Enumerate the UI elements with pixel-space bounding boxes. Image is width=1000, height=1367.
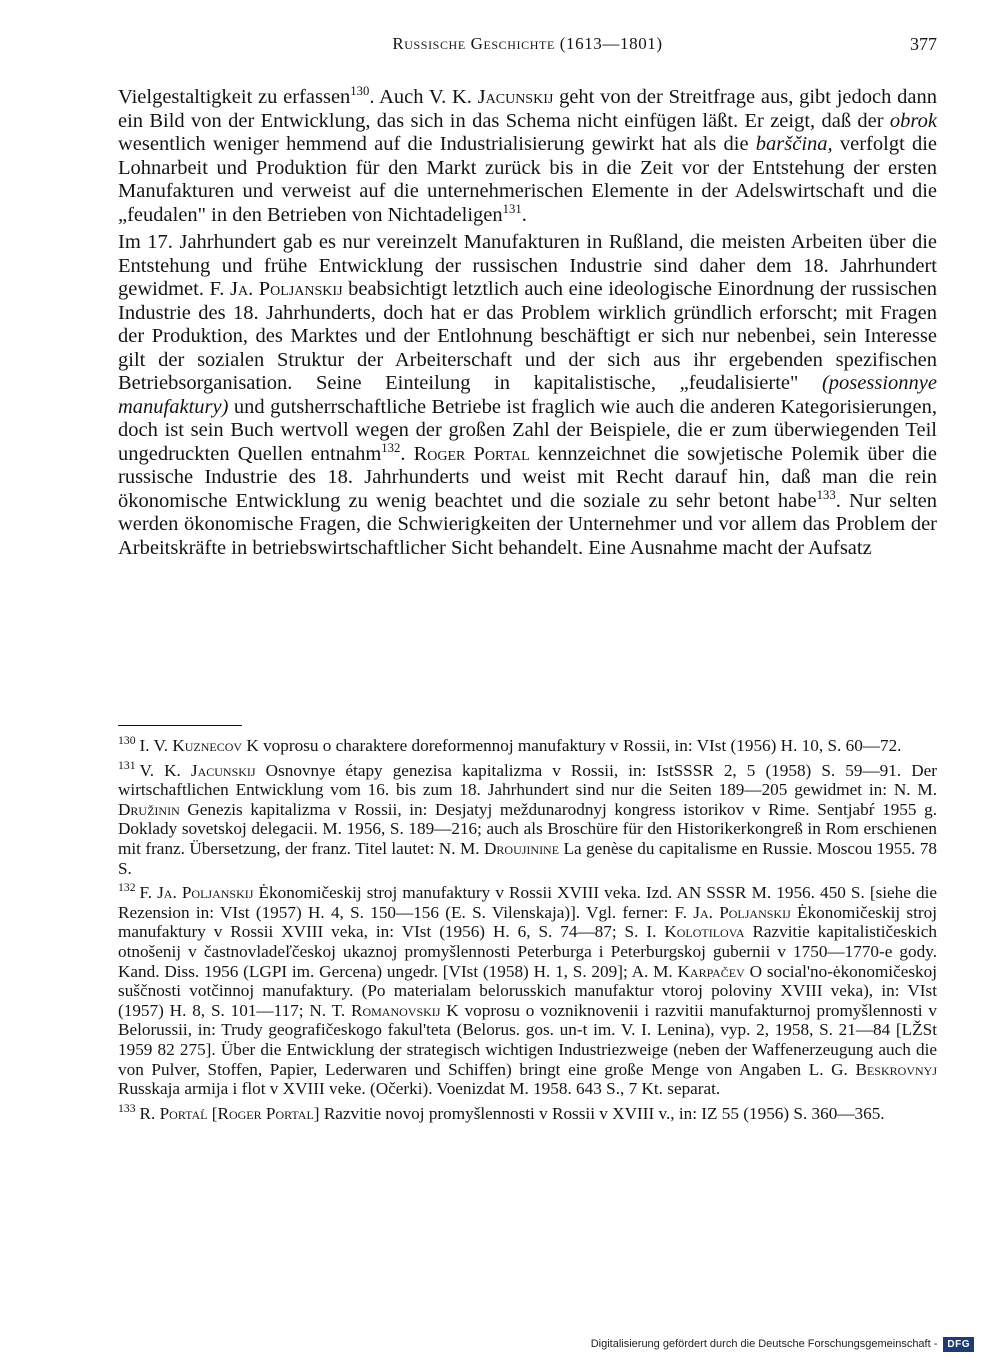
- footnote-number: 133: [118, 1101, 136, 1115]
- text-run: Russkaja armija i flot v XVIII veke. (Očerki). Voenizdat M. 1958. 643 S., 7 Kt. separat.: [118, 1079, 721, 1099]
- footnote-ref: 131: [502, 201, 522, 216]
- footnotes: [118, 736, 937, 1128]
- text-run: geht von der Streitfrage aus, gibt jedoch dann ein Bild von der Entwicklung, das sich in das Schema nicht einfügen läßt. Er zeigt, daß der: [118, 86, 937, 132]
- paragraph: [118, 86, 937, 227]
- footnote-130: [118, 736, 937, 756]
- text-run: Genezis kapitalizma v Rossii, in: Desjatyj meždunarodnyj kongress istorikov v Rime. Sentjabŕ 1955 g. Doklady sovetskoj delegacii. M. 1956, S. 189—216; auch als Broschüre für den Historikerkongreß in Rom erschienen mit franz. Übersetzung, der franz. Titel lautet: N. M.: [118, 799, 937, 858]
- italic-term: obrok: [889, 109, 937, 132]
- text-run: Ėkonomičeskij stroj manufaktury v Rossii XVIII veka. Izd. AN SSSR M. 1956. 450 S. [siehe die Rezension in: VIst (1957) H. 4, S. 150—156 (E. S. Vilenskaja)]. Vgl. ferner:: [118, 883, 938, 922]
- text-run: La genèse du capitalisme en Russie. Moscou 1955. 78 S.: [118, 838, 937, 878]
- author-name: F. Ja. Poljanskij: [139, 883, 254, 903]
- text-run: verfolgt die Lohnarbeit und Produktion für den Markt zurück bis in die Zeit vor der Entstehung der ersten Manufakturen und verweist auf die unternehmerischen Elemente in der Adelswirtschaft und die „feudalen" in den Betrieben von Nichtadeligen: [118, 133, 937, 226]
- italic-term: (posessionnye manufaktury): [118, 372, 937, 418]
- author-name: Droujinine: [483, 838, 560, 858]
- digitization-credit: [591, 1333, 974, 1355]
- text-run: K voprosu o charaktere doreformennoj manufaktury v Rossii, in: VIst (1956) H. 10, S. 60—72.: [242, 736, 902, 755]
- text-run: Razvitie novoj promyšlennosti v Rossii v XVIII v., in: IZ 55 (1956) S. 360—365.: [319, 1103, 885, 1123]
- author-name: V. K. Jacunskij: [139, 760, 256, 780]
- running-head-title: Russische Geschichte (1613—1801): [392, 34, 663, 53]
- footnote-131: [118, 758, 937, 879]
- main-text: [118, 86, 937, 560]
- author-name: Družinin: [118, 799, 180, 819]
- text-run: wesentlich weniger hemmend auf die Industrialisierung gewirkt hat als die: [118, 133, 756, 155]
- author-name: I. V. Kuznecov: [139, 736, 243, 755]
- author-name: F. Ja. Poljanskij: [674, 902, 791, 922]
- running-header: [118, 34, 937, 64]
- author-name: Beskrovnyj: [855, 1059, 937, 1079]
- italic-term: barščina,: [755, 133, 833, 155]
- footnote-number: 130: [118, 734, 136, 748]
- footnote-number: 131: [118, 758, 136, 772]
- text-run: beabsichtigt letztlich auch eine ideologische Einordnung der russischen Industrie des 18. Jahrhunderts, doch hat er das Problem wirklich gründlich erforscht; mit Fragen der Produktion, des Marktes und der Entlohnung beschäftigt er sich nur nebenbei, sein Interesse gilt der sozialen Struktur der Arbeiterschaft und der sich aus ihr ergebenden spezifischen Betriebsorganisation. Seine Einteilung in kapitalistische, „feudalisierte": [118, 278, 937, 394]
- credit-text: Digitalisierung gefördert durch die Deutsche Forschungsgemeinschaft -: [590, 1338, 938, 1350]
- footnote-ref: 133: [816, 487, 836, 502]
- footnote-number: 132: [118, 881, 136, 895]
- text-run: Vielgestaltigkeit zu erfassen: [118, 86, 351, 108]
- text-run: Razvitie kapitalističeskich otnošenij v častnovladeľčeskoj ukaznoj promyšlennosti Peterburga i Peterburgskoj gubernii v 1750—1770-e gody. Kand. Diss. 1956 (LGPI im. Gercena) ungedr. [VIst (1958) H. 1, S. 209]; A. M.: [118, 922, 938, 981]
- text-run: K voprosu o vozniknovenii i razvitii manufakturnoj promyšlennosti v Belorussii, in: Trudy geografičeskogo fakul'teta (Belorus. gos. un-t im. V. I. Lenina), vyp. 2, 1958, S. 21—84 [LŽSt 1959 82 275]. Über die Entwicklung der strategisch wichtigen Industriezweige (neben der Waffenerzeugung auch die von Pulver, Stoffen, Papier, Lederwaren und Schiffen) bringt eine große Menge von Angaben L. G.: [118, 1000, 937, 1079]
- text-run: und gutsherrschaftliche Betriebe ist fraglich wie auch die anderen Kategorisierungen, doch ist sein Buch wertvoll wegen der großen Zahl der Beispiele, die er zum überwiegenden Teil ungedruckten Quellen entnahm: [118, 395, 937, 465]
- footnote-ref: 132: [381, 440, 401, 455]
- text-run: O social'no-ėkonomičeskoj suščnosti votčinnoj manufaktury. (Po materialam belorusskich manufaktur vtoroj poloviny XVIII veka), in: VIst (1957) H. 8, S. 101—117; N. T.: [118, 961, 937, 1020]
- footnote-ref: 130: [350, 84, 370, 99]
- text-run: Im 17. Jahrhundert gab es nur vereinzelt Manufakturen in Rußland, die meisten Arbeiten über die Entstehung und frühe Entwicklung der russischen Industrie sind daher dem 18. Jahrhundert gewidmet. F.: [118, 231, 937, 300]
- text-run: . Nur selten werden ökonomische Fragen, die Schwierigkeiten der Unternehmer und vor allem das Problem der Arbeitskräfte in betriebswirtschaftlicher Sicht behandelt. Eine Ausnahme macht der Aufsatz: [118, 489, 937, 559]
- footnote-133: [118, 1101, 937, 1124]
- page-number: 377: [910, 34, 937, 54]
- paragraph: [118, 231, 937, 560]
- text-run: .: [400, 442, 414, 465]
- author-name: Karpačev: [677, 961, 745, 981]
- author-name: Kolotilova: [664, 922, 745, 942]
- author-name: Jacunskij: [477, 86, 554, 108]
- author-name: R. Portaĺ [Roger Portal]: [139, 1103, 320, 1123]
- text-run: kennzeichnet die sowjetische Polemik über die russische Industrie des 18. Jahrhunderts und weist mit Recht darauf hin, daß man die rein ökonomische Entwicklung zu wenig beachtet und die soziale zu sehr betont habe: [118, 442, 937, 512]
- author-name: Ja. Poljanskij: [230, 278, 343, 300]
- dfg-logo: DFG: [943, 1337, 974, 1352]
- author-name: Roger Portal: [413, 442, 530, 465]
- author-name: Romanovskij: [350, 1000, 441, 1020]
- text-run: Osnovnye étapy genezisa kapitalizma v Rossii, in: IstSSSR 2, 5 (1958) S. 59—91. Der wirtschaftlichen Entwicklung vom 16. bis zum 18. Jahrhundert sind nur die Seiten 189—205 gewidmet in: N. M.: [118, 760, 937, 800]
- text-run: Ėkonomičeskij stroj manufaktury v Rossii XVIII veka, in: VIst (1956) H. 6, S. 74—87; S. I.: [118, 902, 937, 942]
- text-run: . Auch V. K.: [369, 86, 478, 108]
- footnote-divider: [118, 725, 242, 726]
- text-run: .: [521, 203, 527, 226]
- footnote-132: [118, 883, 937, 1099]
